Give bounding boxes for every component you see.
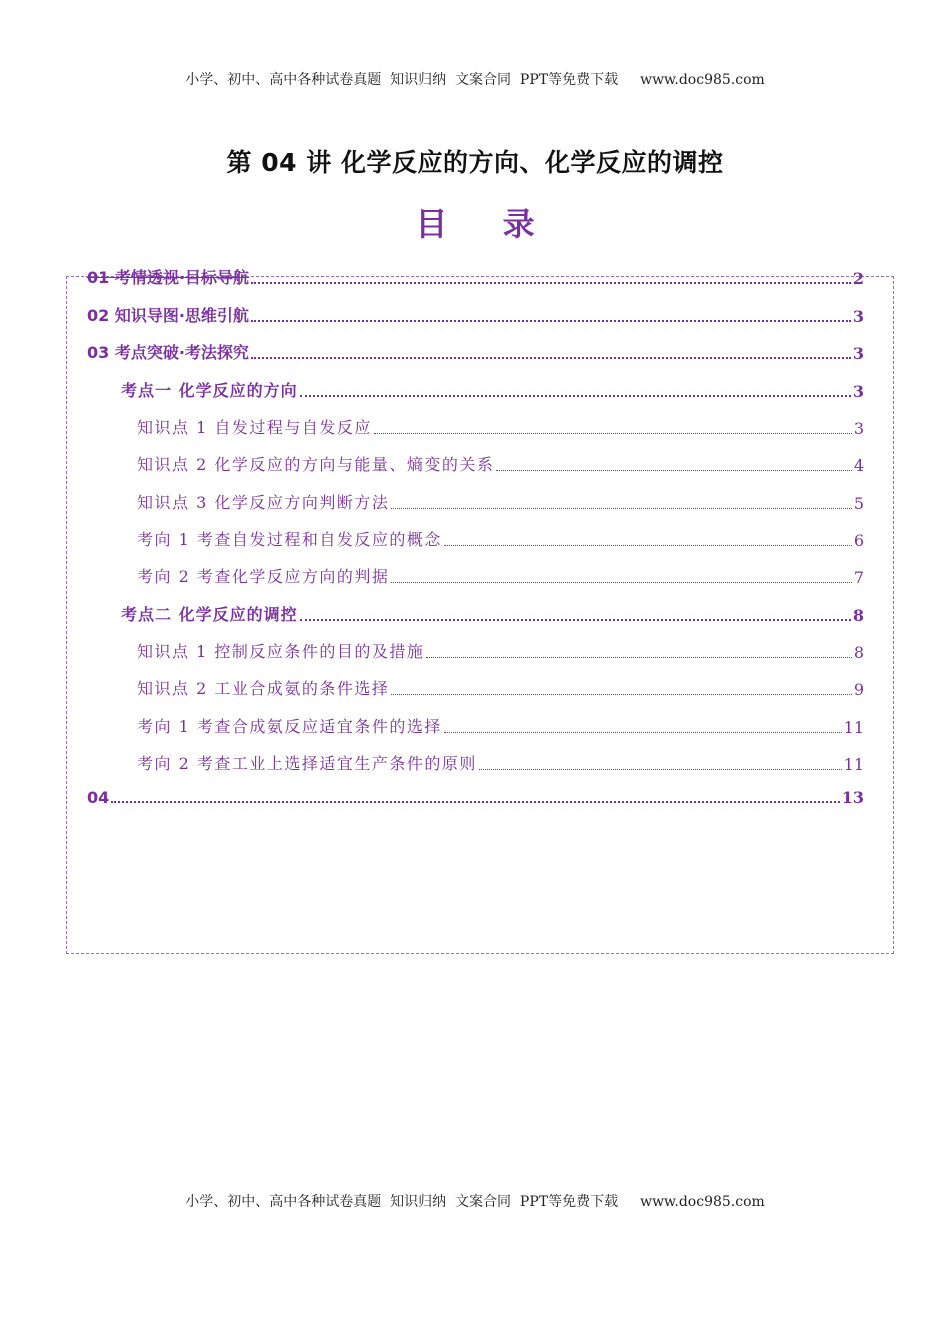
- toc-entry-label: 知识点 1 自发过程与自发反应: [137, 418, 372, 437]
- toc-leader: [426, 656, 851, 658]
- toc-leader: [374, 432, 852, 434]
- toc-entry-01[interactable]: [87, 265, 864, 288]
- footer-text: 小学、初中、高中各种试卷真题 知识归纳 文案合同 PPT等免费下载: [185, 1194, 619, 1210]
- header-site-link[interactable]: www.doc985.com: [640, 72, 765, 88]
- toc-entry-label: 02 知识导图·思维引航: [87, 306, 249, 325]
- toc-leader: [251, 281, 851, 284]
- toc-entry-kaodian-1[interactable]: [121, 378, 864, 401]
- toc-entry-label: 考向 2 考查化学反应方向的判据: [137, 567, 390, 586]
- toc-page-number: 13: [841, 788, 864, 807]
- toc-leader: [496, 469, 851, 471]
- lecture-title: 第 04 讲 化学反应的方向、化学反应的调控: [226, 148, 724, 177]
- toc-entry-label: 知识点 3 化学反应方向判断方法: [137, 493, 390, 512]
- toc-heading: 目 录: [415, 205, 557, 243]
- toc-page-number: 8: [853, 643, 864, 662]
- toc-leader: [111, 800, 839, 803]
- toc-entry-kaoxiang-2-2[interactable]: [137, 751, 864, 774]
- toc-entry-label: 04: [87, 788, 110, 807]
- toc-page-number: 2: [852, 269, 864, 288]
- toc-page-number: 5: [853, 494, 864, 513]
- toc-entry-label: 01 考情透视·目标导航: [87, 268, 249, 287]
- toc-entry-label: 考向 1 考查合成氨反应适宜条件的选择: [137, 717, 442, 736]
- toc-entry-03[interactable]: [87, 340, 864, 363]
- toc-leader: [391, 581, 851, 583]
- toc-leader: [391, 507, 851, 509]
- toc-page-number: 8: [852, 606, 864, 625]
- toc-page-number: 6: [853, 531, 864, 550]
- toc-entry-kaoxiang-2-1[interactable]: [137, 714, 864, 737]
- toc-entry-label: 03 考点突破·考法探究: [87, 343, 249, 362]
- toc-page-number: 7: [853, 568, 864, 587]
- toc-page-number: 11: [843, 718, 864, 737]
- toc-entry-label: 考向 2 考查工业上选择适宜生产条件的原则: [137, 754, 477, 773]
- toc-entry-label: 知识点 1 控制反应条件的目的及措施: [137, 642, 425, 661]
- toc-entry-label: 考点二 化学反应的调控: [121, 605, 298, 624]
- toc-entry-kaoxiang-1-2[interactable]: [137, 564, 864, 587]
- toc-leader: [251, 319, 851, 322]
- toc-entry-zhishidian-2-1[interactable]: [137, 639, 864, 662]
- toc-page-number: 9: [853, 680, 864, 699]
- toc-entry-kaodian-2[interactable]: [121, 602, 864, 625]
- toc-entry-label: 考向 1 考查自发过程和自发反应的概念: [137, 530, 442, 549]
- toc-entry-zhishidian-1-3[interactable]: [137, 490, 864, 513]
- toc-entry-zhishidian-1-2[interactable]: [137, 452, 864, 475]
- page-footer: [0, 1191, 950, 1211]
- toc-page-number: 11: [843, 755, 864, 774]
- toc-entry-label: 知识点 2 工业合成氨的条件选择: [137, 679, 390, 698]
- toc-leader: [251, 356, 851, 359]
- toc-entry-kaoxiang-1-1[interactable]: [137, 527, 864, 550]
- toc-leader: [479, 768, 842, 770]
- header-text: 小学、初中、高中各种试卷真题 知识归纳 文案合同 PPT等免费下载: [185, 72, 619, 88]
- footer-site-link[interactable]: www.doc985.com: [640, 1194, 765, 1210]
- toc-leader: [391, 693, 851, 695]
- toc-leader: [444, 544, 852, 546]
- page-header: [0, 69, 950, 89]
- toc-page-number: 3: [852, 382, 864, 401]
- toc-leader: [444, 731, 842, 733]
- toc-page-number: 3: [853, 419, 864, 438]
- toc-entry-02[interactable]: [87, 303, 864, 326]
- toc-entry-label: 知识点 2 化学反应的方向与能量、熵变的关系: [137, 455, 495, 474]
- toc-leader: [300, 394, 851, 397]
- toc-page-number: 3: [852, 344, 864, 363]
- toc-entry-zhishidian-2-2[interactable]: [137, 676, 864, 699]
- toc-page-number: 4: [853, 456, 864, 475]
- toc-page-number: 3: [852, 307, 864, 326]
- toc-entry-label: 考点一 化学反应的方向: [121, 381, 298, 400]
- toc-entry-zhishidian-1-1[interactable]: [137, 415, 864, 438]
- toc-entry-04[interactable]: [87, 788, 864, 807]
- toc-leader: [300, 618, 851, 621]
